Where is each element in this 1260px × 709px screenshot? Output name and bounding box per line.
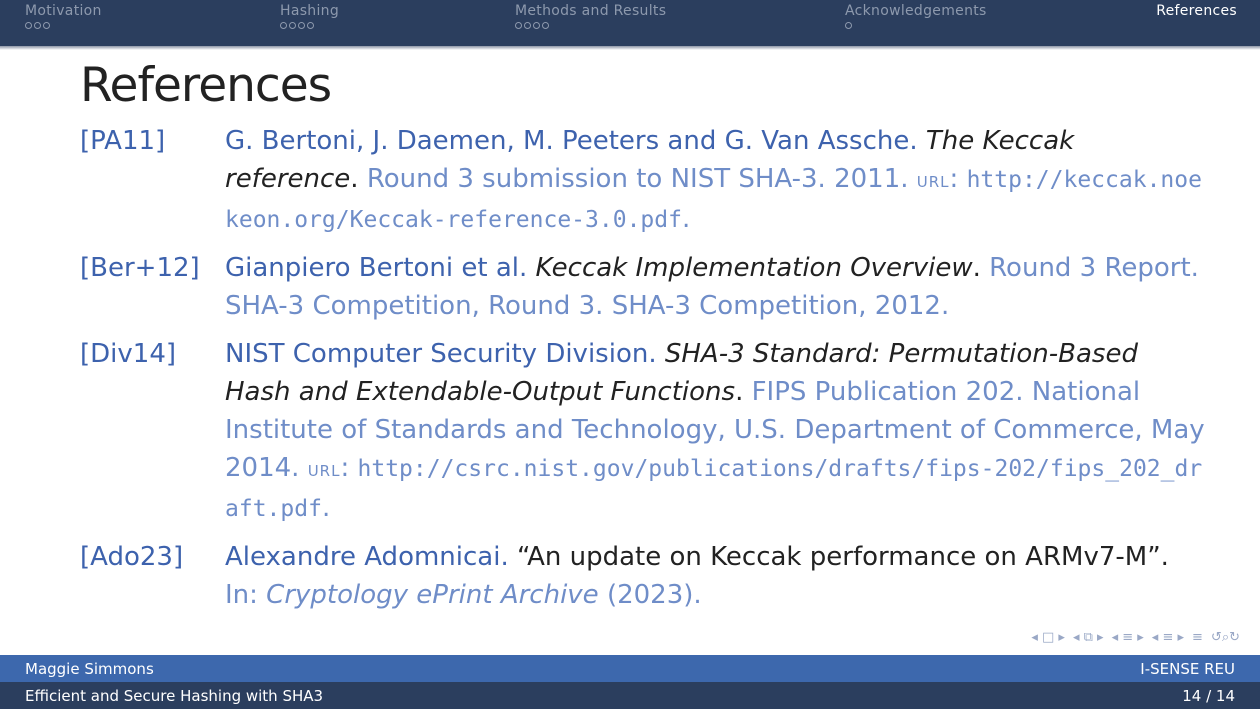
nav-section-label: References [1156,3,1237,19]
reference-key: [PA11] [80,126,166,156]
subsection-prev-next-icon[interactable]: ◂ ⧉ ▸ [1072,630,1104,645]
reference-key: [Div14] [80,339,177,369]
url-label: url [307,457,341,482]
reference-in-label: In: [225,580,258,610]
reference-detail: FIPS Publication 202. National Institute of Standards and Technology, U.S. Department of Commerce, May 2014. [225,377,1205,483]
nav-section-motivation[interactable] [25,3,102,29]
footer-author: Maggie Simmons [25,660,154,678]
subsection-dot[interactable] [298,22,305,29]
subsection-dots [280,22,339,29]
subsection-dot[interactable] [34,22,41,29]
nav-section-acknowledgements[interactable] [845,3,987,29]
reference-author: G. Bertoni, J. Daemen, M. Peeters and G. Van Assche. [225,126,918,156]
subsection-dot[interactable] [515,22,522,29]
subsection-list-icon[interactable]: ◂ ≡ ▸ [1151,630,1185,645]
reference-detail: Round 3 Report. SHA-3 Competition, Round 3. SHA-3 Competition, 2012. [225,253,1199,321]
reference-body: Gianpiero Bertoni et al. Keccak Implementation Overview. Round 3 Report. SHA-3 Competition, Round 3. SHA-3 Competition, 2012. [225,253,1199,321]
reference-year: (2023). [606,580,702,610]
reference-title: Keccak Implementation Overview [535,253,973,283]
reference-key: [Ber+12] [80,253,200,283]
url-label: url [916,168,950,193]
nav-section-methods-and-results[interactable] [515,3,666,29]
section-prev-next-icon[interactable]: ◂ ≡ ▸ [1111,630,1144,645]
reference-author: Alexandre Adomnicai. [225,542,509,572]
reference-key: [Ado23] [80,542,184,572]
frame-prev-next-icon[interactable]: ◂ □ ▸ [1031,630,1065,645]
reference-journal: Cryptology ePrint Archive [266,580,599,610]
reference-item [80,335,1210,528]
subsection-dot[interactable] [845,22,852,29]
subsection-dot[interactable] [542,22,549,29]
subsection-dot[interactable] [25,22,32,29]
subsection-dot[interactable] [307,22,314,29]
reference-item [80,249,1210,325]
reference-title: The Keccak reference [225,126,1075,194]
section-navigation-bar [0,0,1260,46]
nav-section-label: Hashing [280,3,340,19]
footer-page-number: 14 / 14 [1182,687,1235,705]
reference-url-link[interactable]: http://keccak.noekeon.org/Keccak-reference-3.0.pdf [225,167,1202,233]
nav-section-label: Motivation [25,3,102,19]
footer-talk-title: Efficient and Secure Hashing with SHA3 [25,687,324,705]
search-back-forward-icon[interactable]: ↺⌕↻ [1210,630,1240,645]
subsection-dot[interactable] [524,22,531,29]
subsection-dot[interactable] [289,22,296,29]
reference-body [225,538,1210,614]
subsection-dot[interactable] [533,22,540,29]
reference-detail: Round 3 submission to NIST SHA-3. 2011. [366,164,909,194]
reference-body: G. Bertoni, J. Daemen, M. Peeters and G. Van Assche. The Keccak reference. Round 3 submission to NIST SHA-3. 2011. url: http://keccak.noekeon.org/Keccak-reference-3.0.pdf. [225,126,1202,234]
footer-institute: I-SENSE REU [1140,660,1235,678]
subsection-dot[interactable] [280,22,287,29]
reference-body: NIST Computer Security Division. SHA-3 Standard: Permutation-Based Hash and Extendable-Output Functions. FIPS Publication 202. National Institute of Standards and Technology, U.S. Department of Commerce, May 2014. url: http://csrc.nist.gov/publications/drafts/fips-202/fips_202_draft.pdf. [225,339,1205,523]
nav-section-label: Acknowledgements [845,3,987,19]
reference-title: SHA-3 Standard: Permutation-Based Hash and Extendable-Output Functions [225,339,1138,407]
reference-item [80,122,1210,239]
beamer-navigation-symbols [1031,630,1240,645]
nav-section-label: Methods and Results [515,3,667,19]
subsection-dots [25,22,102,29]
toc-icon[interactable]: ≡ [1192,630,1203,645]
subsection-dot[interactable] [43,22,50,29]
subsection-dots [515,22,666,29]
reference-article-title: “An update on Keccak performance on ARMv7-M”. [516,542,1169,572]
subsection-dots [845,22,987,29]
reference-author: NIST Computer Security Division. [225,339,657,369]
reference-url-link[interactable]: http://csrc.nist.gov/publications/drafts/fips-202/fips_202_draft.pdf [225,456,1203,522]
references-list [80,122,1210,624]
reference-author: Gianpiero Bertoni et al. [225,253,528,283]
footer-title-bar [0,682,1260,709]
footer-author-bar [0,655,1260,682]
nav-section-hashing[interactable] [280,3,339,29]
nav-section-references[interactable] [1156,3,1237,19]
slide-title: References [80,58,332,113]
reference-item [80,538,1210,614]
